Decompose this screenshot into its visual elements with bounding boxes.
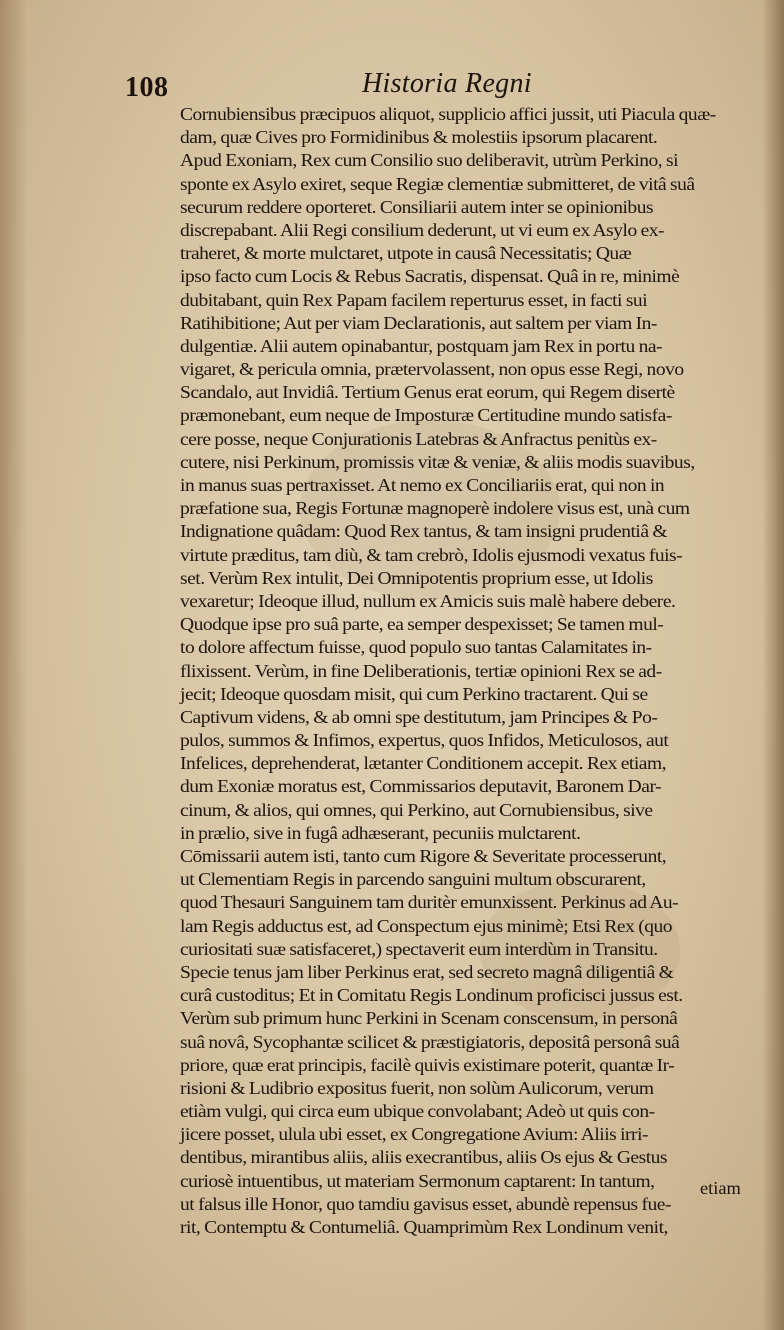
- text-line: risioni & Ludibrio expositus fuerit, non solùm Aulicorum, verum: [180, 1077, 654, 1098]
- text-line: Captivum videns, & ab omni spe destitutum, jam Principes & Po-: [180, 706, 658, 727]
- text-line: suâ novâ, Sycophantæ scilicet & præstigiatoris, depositâ personâ suâ: [180, 1031, 680, 1052]
- text-line: ut Clementiam Regis in parcendo sanguini multum obscurarent,: [180, 869, 646, 890]
- text-line: ut falsus ille Honor, quo tamdiu gavisus esset, abundè repensus fue-: [180, 1193, 671, 1214]
- text-line: Quodque ipse pro suâ parte, ea semper despexisset; Se tamen mul-: [180, 614, 664, 635]
- text-line: discrepabant. Alii Regi consilium dederunt, ut vi eum ex Asylo ex-: [180, 219, 665, 240]
- page-header: [0, 62, 784, 102]
- text-line: præfatione sua, Regis Fortunæ magnoperè indolere visus est, unà cum: [180, 498, 690, 519]
- text-line: to dolore affectum fuisse, quod populo suo tantas Calamitates in-: [180, 637, 652, 658]
- text-line: sponte ex Asylo exiret, seque Regiæ clementiæ submitteret, de vitâ suâ: [180, 173, 695, 194]
- text-line: jicere posset, ulula ubi esset, ex Congregatione Avium: Aliis irri-: [180, 1124, 649, 1145]
- text-line: Indignatione quâdam: Quod Rex tantus, & tam insigni prudentiâ &: [180, 521, 668, 542]
- text-line: dentibus, mirantibus aliis, aliis execrantibus, aliis Os ejus & Gestus: [180, 1147, 668, 1168]
- text-line: vigaret, & pericula omnia, prætervolassent, non opus esse Regi, novo: [180, 359, 684, 380]
- text-line: in manus suas pertraxisset. At nemo ex Conciliariis erat, qui non in: [180, 475, 665, 495]
- running-title: Historia Regni: [362, 68, 532, 99]
- text-line: rit, Contemptu & Contumeliâ. Quamprimùm Rex Londinum venit,: [180, 1217, 668, 1237]
- text-line: set. Verùm Rex intulit, Dei Omnipotentis proprium esse, ut Idolis: [180, 567, 653, 588]
- text-line: dum Exoniæ moratus est, Commissarios deputavit, Baronem Dar-: [180, 776, 662, 797]
- text-line: virtute præditus, tam diù, & tam crebrò, Idolis ejusmodi vexatus fuis-: [180, 544, 683, 565]
- text-line: Scandalo, aut Invidiâ. Tertium Genus erat eorum, qui Regem disertè: [180, 382, 675, 403]
- text-line: traheret, & morte mulctaret, utpote in causâ Necessitatis; Quæ: [180, 243, 632, 264]
- text-line: Infelices, deprehenderat, lætanter Conditionem accepit. Rex etiam,: [180, 753, 667, 774]
- text-line: curiositati suæ satisfaceret,) spectaverit eum interdùm in Transitu.: [180, 938, 658, 959]
- text-line: dam, quæ Cives pro Formidinibus & molestiis ipsorum placarent.: [180, 127, 658, 148]
- text-line: etiàm vulgi, qui circa eum ubique convolabant; Adeò ut quis con-: [180, 1101, 655, 1122]
- text-line: cinum, & alios, qui omnes, qui Perkino, aut Cornubiensibus, sive: [180, 799, 653, 820]
- text-line: jecit; Ideoque quosdam misit, qui cum Perkino tractarent. Qui se: [180, 683, 648, 704]
- text-line: flixissent. Verùm, in fine Deliberationis, tertiæ opinioni Rex se ad-: [180, 660, 662, 681]
- text-line: in prælio, sive in fugâ adhæserant, pecuniis mulctarent.: [180, 822, 581, 843]
- text-line: Apud Exoniam, Rex cum Consilio suo deliberavit, utrùm Perkino, si: [180, 150, 679, 171]
- text-line: priore, quæ erat principis, facilè quivis existimare poterit, quantæ Ir-: [180, 1054, 675, 1075]
- text-line: vexaretur; Ideoque illud, nullum ex Amicis suis malè habere debere.: [180, 590, 676, 611]
- body-text: [180, 103, 760, 1239]
- text-line: curiosè intuentibus, ut materiam Sermonum captarent: In tantum,: [180, 1170, 655, 1191]
- text-line: dulgentiæ. Alii autem opinabantur, postquam jam Rex in portu na-: [180, 335, 663, 356]
- page-shadow-right: [762, 0, 784, 1330]
- text-line: curâ custoditus; Et in Comitatu Regis Londinum proficisci jussus est.: [180, 985, 683, 1006]
- page-shadow-left: [0, 0, 28, 1330]
- text-line: cutere, nisi Perkinum, promissis vitæ & veniæ, & aliis modis suavibus,: [180, 451, 695, 472]
- text-line: pulos, summos & Infimos, expertus, quos Infidos, Meticulosos, aut: [180, 730, 669, 751]
- text-line: Cōmissarii autem isti, tanto cum Rigore & Severitate processerunt,: [180, 846, 667, 866]
- text-line: cere posse, neque Conjurationis Latebras & Anfractus penitùs ex-: [180, 428, 657, 449]
- text-line: Verùm sub primum hunc Perkini in Scenam conscensum, in personâ: [180, 1008, 678, 1029]
- text-line: præmonebant, eum neque de Imposturæ Certitudine mundo satisfa-: [180, 405, 672, 426]
- page-number: 108: [125, 72, 169, 103]
- text-line: ipso facto cum Locis & Rebus Sacratis, dispensat. Quâ in re, minimè: [180, 266, 680, 287]
- text-line: lam Regis adductus est, ad Conspectum ejus minimè; Etsi Rex (quo: [180, 915, 673, 936]
- text-line: Cornubiensibus præcipuos aliquot, supplicio affici jussit, uti Piacula quæ-: [180, 104, 716, 124]
- text-line: Ratihibitione; Aut per viam Declarationis, aut saltem per viam In-: [180, 312, 657, 333]
- catchword: etiam: [700, 1178, 741, 1198]
- text-line: Specie tenus jam liber Perkinus erat, sed secreto magnâ diligentiâ &: [180, 961, 674, 982]
- text-line: quod Thesauri Sanguinem tam duritèr emunxissent. Perkinus ad Au-: [180, 892, 679, 913]
- text-line: dubitabant, quin Rex Papam facilem reperturus esset, in facti sui: [180, 289, 648, 310]
- text-line: securum reddere oporteret. Consiliarii autem inter se opinionibus: [180, 196, 654, 217]
